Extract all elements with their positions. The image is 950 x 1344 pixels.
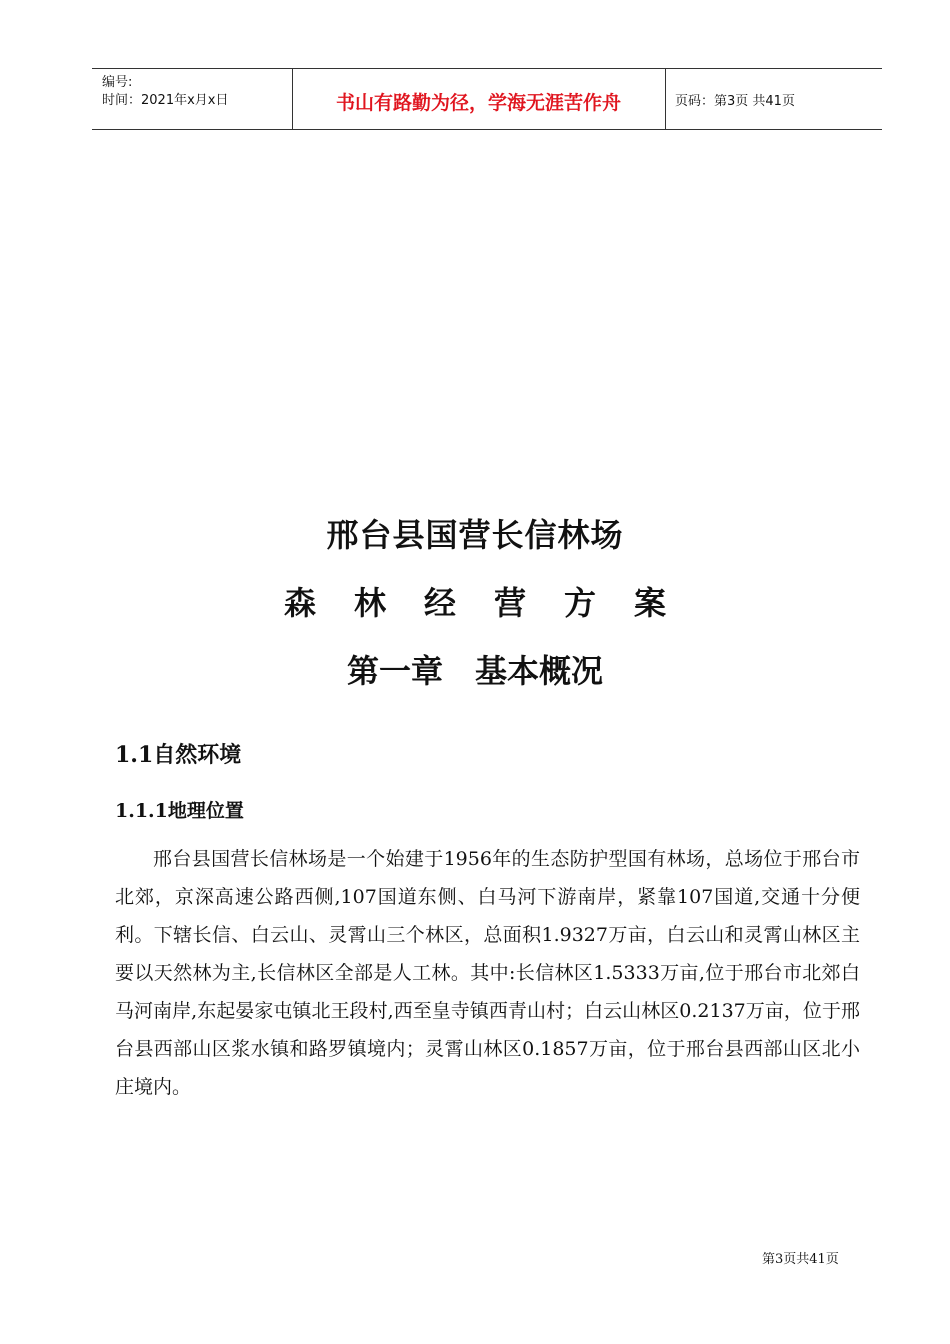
subtitle-char: 经 bbox=[423, 584, 456, 622]
document-header bbox=[92, 68, 882, 130]
time-label: 时间：2021年x月x日 bbox=[102, 93, 229, 108]
subtitle-char: 方 bbox=[564, 584, 597, 622]
header-meta-cell bbox=[92, 69, 293, 129]
header-motto: 书山有路勤为径，学海无涯苦作舟 bbox=[335, 92, 621, 114]
code-label: 编号: bbox=[102, 75, 133, 90]
header-page-info: 页码：第3页 共41页 bbox=[675, 94, 795, 109]
header-page-cell bbox=[665, 69, 882, 129]
document-title: 邢台县国营长信林场 bbox=[326, 516, 624, 554]
page-footer: 第3页共41页 bbox=[762, 1252, 839, 1267]
subtitle-char: 林 bbox=[353, 584, 386, 622]
body-paragraph: 邢台县国营长信林场是一个始建于1956年的生态防护型国有林场，总场位于邢台市北郊，京深高速公路西侧,107国道东侧、白马河下游南岸，紧靠107国道,交通十分便利。下辖长信、白云山、灵霄山三个林区，总面积1.9327万亩，白云山和灵霄山林区主要以天然林为主,长信林区全部是人工林。其中:长信林区1.5333万亩,位于邢台市北郊白马河南岸,东起晏家屯镇北王段村,西至皇寺镇西青山村；白云山林区0.2137万亩，位于邢台县西部山区浆水镇和路罗镇境内；灵霄山林区0.1857万亩，位于邢台县西部山区北小庄境内。 bbox=[115, 848, 860, 1098]
subtitle-char: 森 bbox=[283, 584, 316, 622]
section-heading: 1.1自然环境 bbox=[115, 742, 242, 768]
subtitle-char: 案 bbox=[634, 584, 667, 622]
document-subtitle bbox=[0, 578, 950, 624]
subtitle-char: 营 bbox=[494, 584, 527, 622]
subsection-heading: 1.1.1地理位置 bbox=[115, 800, 244, 822]
chapter-title: 第一章 基本概况 bbox=[346, 652, 603, 690]
header-motto-cell bbox=[292, 69, 666, 129]
